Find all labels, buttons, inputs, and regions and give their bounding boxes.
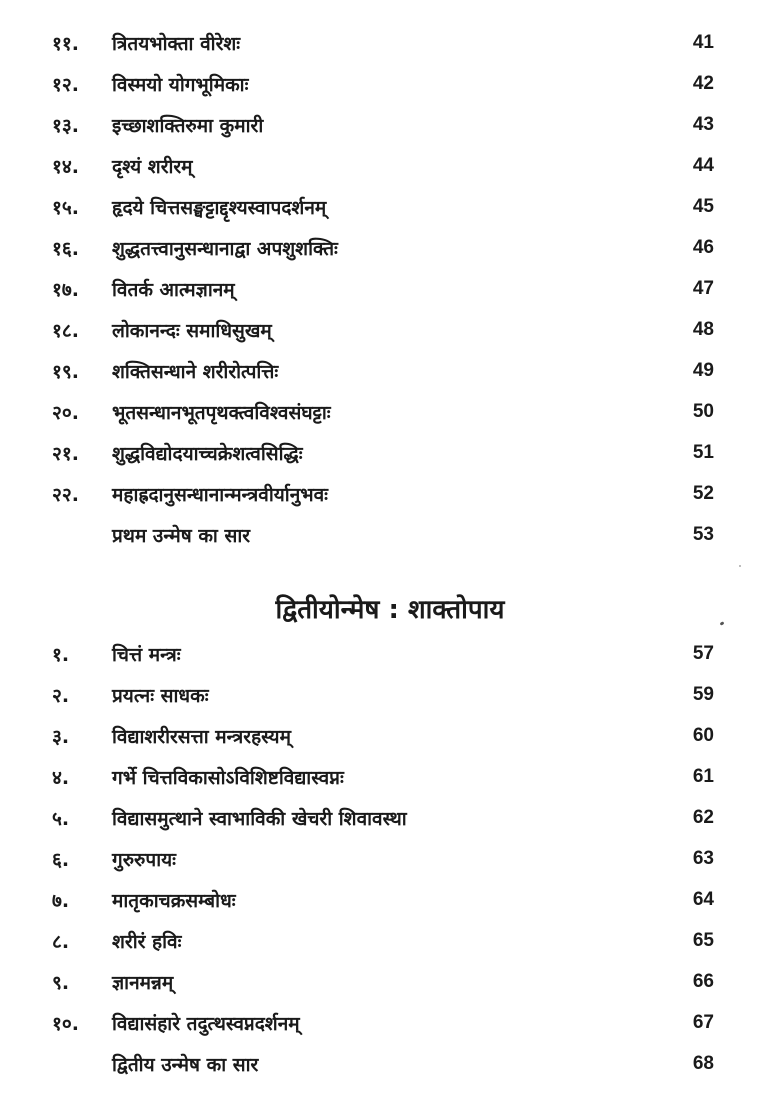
entry-page: 46 bbox=[692, 237, 714, 258]
entry-page: 44 bbox=[692, 155, 714, 176]
entry-page: 48 bbox=[692, 319, 714, 340]
entry-page: 63 bbox=[692, 848, 714, 869]
entry-page: 59 bbox=[692, 684, 714, 705]
entry-page: 43 bbox=[692, 114, 714, 135]
toc-entry bbox=[0, 680, 780, 710]
entry-title: हृदये चित्तसङ्घट्टाद्दृश्यस्वापदर्शनम् bbox=[112, 197, 327, 219]
toc-entry bbox=[0, 1008, 780, 1038]
entry-number: १८. bbox=[52, 320, 79, 342]
entry-title: शरीरं हविः bbox=[112, 931, 182, 953]
entry-title: लोकानन्दः समाधिसुखम् bbox=[112, 320, 272, 342]
entry-title: प्रथम उन्मेष का सार bbox=[112, 525, 251, 547]
toc-entry bbox=[0, 803, 780, 833]
toc-entry bbox=[0, 192, 780, 222]
entry-page: 45 bbox=[692, 196, 714, 217]
toc-entry bbox=[0, 69, 780, 99]
entry-number: १९. bbox=[52, 361, 79, 383]
toc-entry bbox=[0, 967, 780, 997]
toc-entry bbox=[0, 885, 780, 915]
entry-number: ५. bbox=[52, 808, 70, 830]
entry-page: 41 bbox=[692, 32, 714, 53]
entry-number: ८. bbox=[52, 931, 70, 953]
toc-entry bbox=[0, 151, 780, 181]
entry-page: 42 bbox=[692, 73, 714, 94]
entry-number: १६. bbox=[52, 238, 79, 260]
entry-page: 65 bbox=[692, 930, 714, 951]
entry-title: विद्याशरीरसत्ता मन्त्ररहस्यम् bbox=[112, 726, 291, 748]
entry-number: १. bbox=[52, 644, 70, 666]
entry-title: चित्तं मन्त्रः bbox=[112, 644, 181, 666]
entry-title: ज्ञानमन्नम् bbox=[112, 972, 174, 994]
entry-title: विद्यासंहारे तदुत्थस्वप्नदर्शनम् bbox=[112, 1013, 300, 1035]
toc-entry bbox=[0, 397, 780, 427]
entry-page: 66 bbox=[692, 971, 714, 992]
entry-number: १३. bbox=[52, 115, 79, 137]
entry-page: 67 bbox=[692, 1012, 714, 1033]
entry-title: भूतसन्धानभूतपृथक्त्वविश्वसंघट्टाः bbox=[112, 402, 331, 424]
entry-page: 57 bbox=[692, 643, 714, 664]
entry-page: 50 bbox=[692, 401, 714, 422]
toc-entry bbox=[0, 639, 780, 669]
entry-number: ४. bbox=[52, 767, 70, 789]
print-speck bbox=[739, 565, 741, 567]
entry-number: १०. bbox=[52, 1013, 79, 1035]
entry-number: १५. bbox=[52, 197, 79, 219]
entry-title: द्वितीय उन्मेष का सार bbox=[112, 1054, 259, 1076]
entry-number: ६. bbox=[52, 849, 70, 871]
section-heading: द्वितीयोन्मेष : शाक्तोपाय bbox=[275, 595, 505, 625]
entry-page: 64 bbox=[692, 889, 714, 910]
entry-title: गुरुरुपायः bbox=[112, 849, 176, 871]
entry-title: विस्मयो योगभूमिकाः bbox=[112, 74, 249, 96]
toc-entry bbox=[0, 926, 780, 956]
entry-title: शुद्धतत्त्वानुसन्धानाद्वा अपशुशक्तिः bbox=[112, 238, 338, 260]
toc-entry bbox=[0, 721, 780, 751]
entry-number: १७. bbox=[52, 279, 79, 301]
toc-entry bbox=[0, 356, 780, 386]
entry-number: २२. bbox=[52, 484, 79, 506]
entry-title: शुद्धविद्योदयाच्चक्रेशत्वसिद्धिः bbox=[112, 443, 303, 465]
entry-page: 49 bbox=[692, 360, 714, 381]
entry-page: 51 bbox=[692, 442, 714, 463]
entry-title: प्रयत्नः साधकः bbox=[112, 685, 209, 707]
entry-title: त्रितयभोक्ता वीरेशः bbox=[112, 33, 241, 55]
entry-page: 52 bbox=[692, 483, 714, 504]
toc-entry bbox=[0, 479, 780, 509]
entry-title: इच्छाशक्तिरुमा कुमारी bbox=[112, 115, 264, 137]
toc-entry bbox=[0, 762, 780, 792]
toc-entry bbox=[0, 315, 780, 345]
toc-entry bbox=[0, 233, 780, 263]
entry-number: १२. bbox=[52, 74, 79, 96]
entry-number: २. bbox=[52, 685, 70, 707]
toc-entry bbox=[0, 438, 780, 468]
entry-page: 61 bbox=[692, 766, 714, 787]
entry-title: विद्यासमुत्थाने स्वाभाविकी खेचरी शिवावस्था bbox=[112, 808, 407, 830]
toc-summary-entry bbox=[0, 1049, 780, 1079]
entry-number: २१. bbox=[52, 443, 79, 465]
entry-title: दृश्यं शरीरम् bbox=[112, 156, 193, 178]
entry-number: ३. bbox=[52, 726, 70, 748]
toc-entry bbox=[0, 274, 780, 304]
entry-title: गर्भे चित्तविकासोऽविशिष्टविद्यास्वप्नः bbox=[112, 767, 344, 789]
entry-title: शक्तिसन्धाने शरीरोत्पत्तिः bbox=[112, 361, 279, 383]
entry-title: महाह्रदानुसन्धानान्मन्त्रवीर्यानुभवः bbox=[112, 484, 328, 506]
toc-summary-entry bbox=[0, 520, 780, 550]
entry-number: ११. bbox=[52, 33, 79, 55]
entry-page: 47 bbox=[692, 278, 714, 299]
entry-number: २०. bbox=[52, 402, 79, 424]
toc-entry bbox=[0, 28, 780, 58]
entry-title: वितर्क आत्मज्ञानम् bbox=[112, 279, 235, 301]
entry-number: ७. bbox=[52, 890, 70, 912]
entry-page: 60 bbox=[692, 725, 714, 746]
entry-title: मातृकाचक्रसम्बोधः bbox=[112, 890, 236, 912]
entry-page: 68 bbox=[692, 1053, 714, 1074]
entry-number: १४. bbox=[52, 156, 79, 178]
toc-entry bbox=[0, 110, 780, 140]
toc-entry bbox=[0, 844, 780, 874]
entry-page: 62 bbox=[692, 807, 714, 828]
entry-number: ९. bbox=[52, 972, 70, 994]
entry-page: 53 bbox=[692, 524, 714, 545]
